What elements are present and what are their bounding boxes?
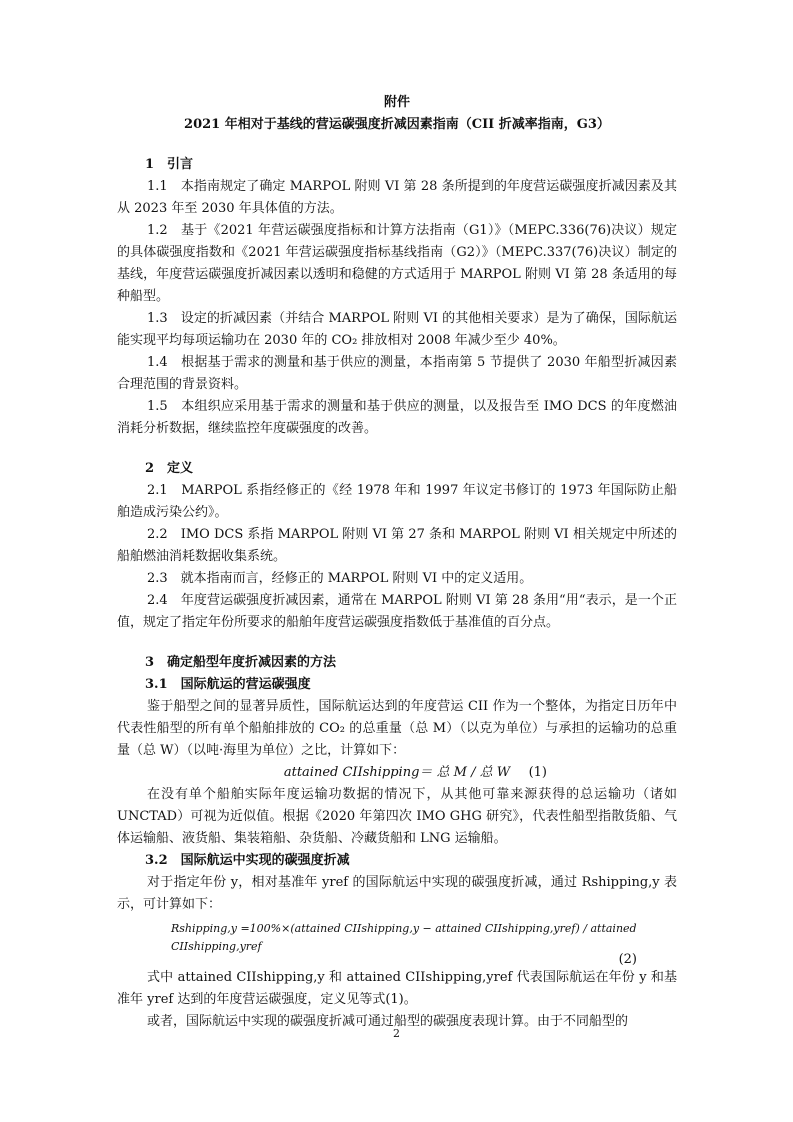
section-3-heading: 3 确定船型年度折减因素的方法 — [145, 655, 337, 670]
equation-2-formula: Rshipping,y =100%×(attained CIIshipping,y − attained CIIshipping,yref) / attained CIIshipping,yref — [171, 922, 637, 953]
section-3-2-heading: 3.2 国际航运中实现的碳强度折减 — [145, 853, 350, 868]
para-1-1: 1.1 本指南规定了确定 MARPOL 附则 VI 第 28 条所提到的年度营运碳强度折减因素及其从 2023 年至 2030 年具体值的方法。 — [117, 179, 677, 216]
para-3-2-a: 对于指定年份 y，相对基准年 yref 的国际航运中实现的碳强度折减，通过 Rshipping,y 表示，可计算如下： — [117, 875, 677, 912]
para-3-1-a: 鉴于船型之间的显著异质性，国际航运达到的年度营运 CII 作为一个整体，为指定日历年中代表性船型的所有单个船舶排放的 CO₂ 的总重量（总 M）（以克为单位）与承担的运输功的总重量（总 W）（以吨·海里为单位）之比，计算如下： — [117, 699, 677, 758]
para-2-2: 2.2 IMO DCS 系指 MARPOL 附则 VI 第 27 条和 MARPOL 附则 VI 相关规定中所述的船舶燃油消耗数据收集系统。 — [117, 527, 677, 564]
section-1-heading: 1 引言 — [145, 157, 194, 172]
equation-1-formula: attained CIIshipping＝ 总 M / 总 W — [283, 765, 511, 780]
para-3-2-c: 或者，国际航运中实现的碳强度折减可通过船型的碳强度表现计算。由于不同船型的 — [147, 1014, 629, 1029]
equation-2-number: (2) — [618, 952, 637, 967]
para-2-4: 2.4 年度营运碳强度折减因素，通常在 MARPOL 附则 VI 第 28 条用“用“表示，是一个正值，规定了指定年份所要求的船舶年度营运碳强度指数低于基准值的百分点。 — [117, 593, 677, 630]
equation-1-number: (1) — [528, 765, 547, 780]
para-2-1: 2.1 MARPOL 系指经修正的《经 1978 年和 1997 年议定书修订的 1973 年国际防止船舶造成污染公约》。 — [117, 483, 677, 520]
equation-1 — [117, 762, 677, 784]
section-3-1-heading: 3.1 国际航运的营运碳强度 — [145, 677, 311, 692]
para-1-5: 1.5 本组织应采用基于需求的测量和基于供应的测量，以及报告至 IMO DCS 的年度燃油消耗分析数据，继续监控年度碳强度的改善。 — [117, 399, 677, 436]
para-1-3: 1.3 设定的折减因素（并结合 MARPOL 附则 VI 的其他相关要求）是为了确保，国际航运能实现平均每项运输功在 2030 年的 CO₂ 排放相对 2008 年减少至少 40%。 — [117, 311, 677, 348]
doc-title: 2021 年相对于基线的营运碳强度折减因素指南（CII 折减率指南，G3） — [184, 117, 610, 132]
page-number: 2 — [393, 1027, 400, 1040]
doc-annex-title: 附件 — [383, 95, 410, 110]
para-2-3: 2.3 就本指南而言，经修正的 MARPOL 附则 VI 中的定义适用。 — [147, 571, 533, 586]
para-1-2: 1.2 基于《2021 年营运碳强度指标和计算方法指南（G1）》（MEPC.336(76)决议）规定的具体碳强度指数和《2021 年营运碳强度指标基线指南（G2）》（MEPC.337(76)决议）制定的基线，年度营运碳强度折减因素以透明和稳健的方式适用于 MARPOL 附则 VI 第 28 条适用的每种船型。 — [117, 223, 677, 304]
para-1-4: 1.4 根据基于需求的测量和基于供应的测量，本指南第 5 节提供了 2030 年船型折减因素合理范围的背景资料。 — [117, 355, 677, 392]
section-2-heading: 2 定义 — [145, 461, 194, 476]
para-3-2-b: 式中 attained CIIshipping,y 和 attained CIIshipping,yref 代表国际航运在年份 y 和基准年 yref 达到的年度营运碳强度，定义见等式(1)。 — [117, 970, 677, 1007]
document-page — [117, 92, 677, 1033]
para-3-1-b: 在没有单个船舶实际年度运输功数据的情况下，从其他可靠来源获得的总运输功（诸如 UNCTAD）可视为近似值。根据《2020 年第四次 IMO GHG 研究》，代表性船型指散货船、气体运输船、液货船、集装箱船、杂货船、冷藏货船和 LNG 运输船。 — [117, 787, 677, 846]
